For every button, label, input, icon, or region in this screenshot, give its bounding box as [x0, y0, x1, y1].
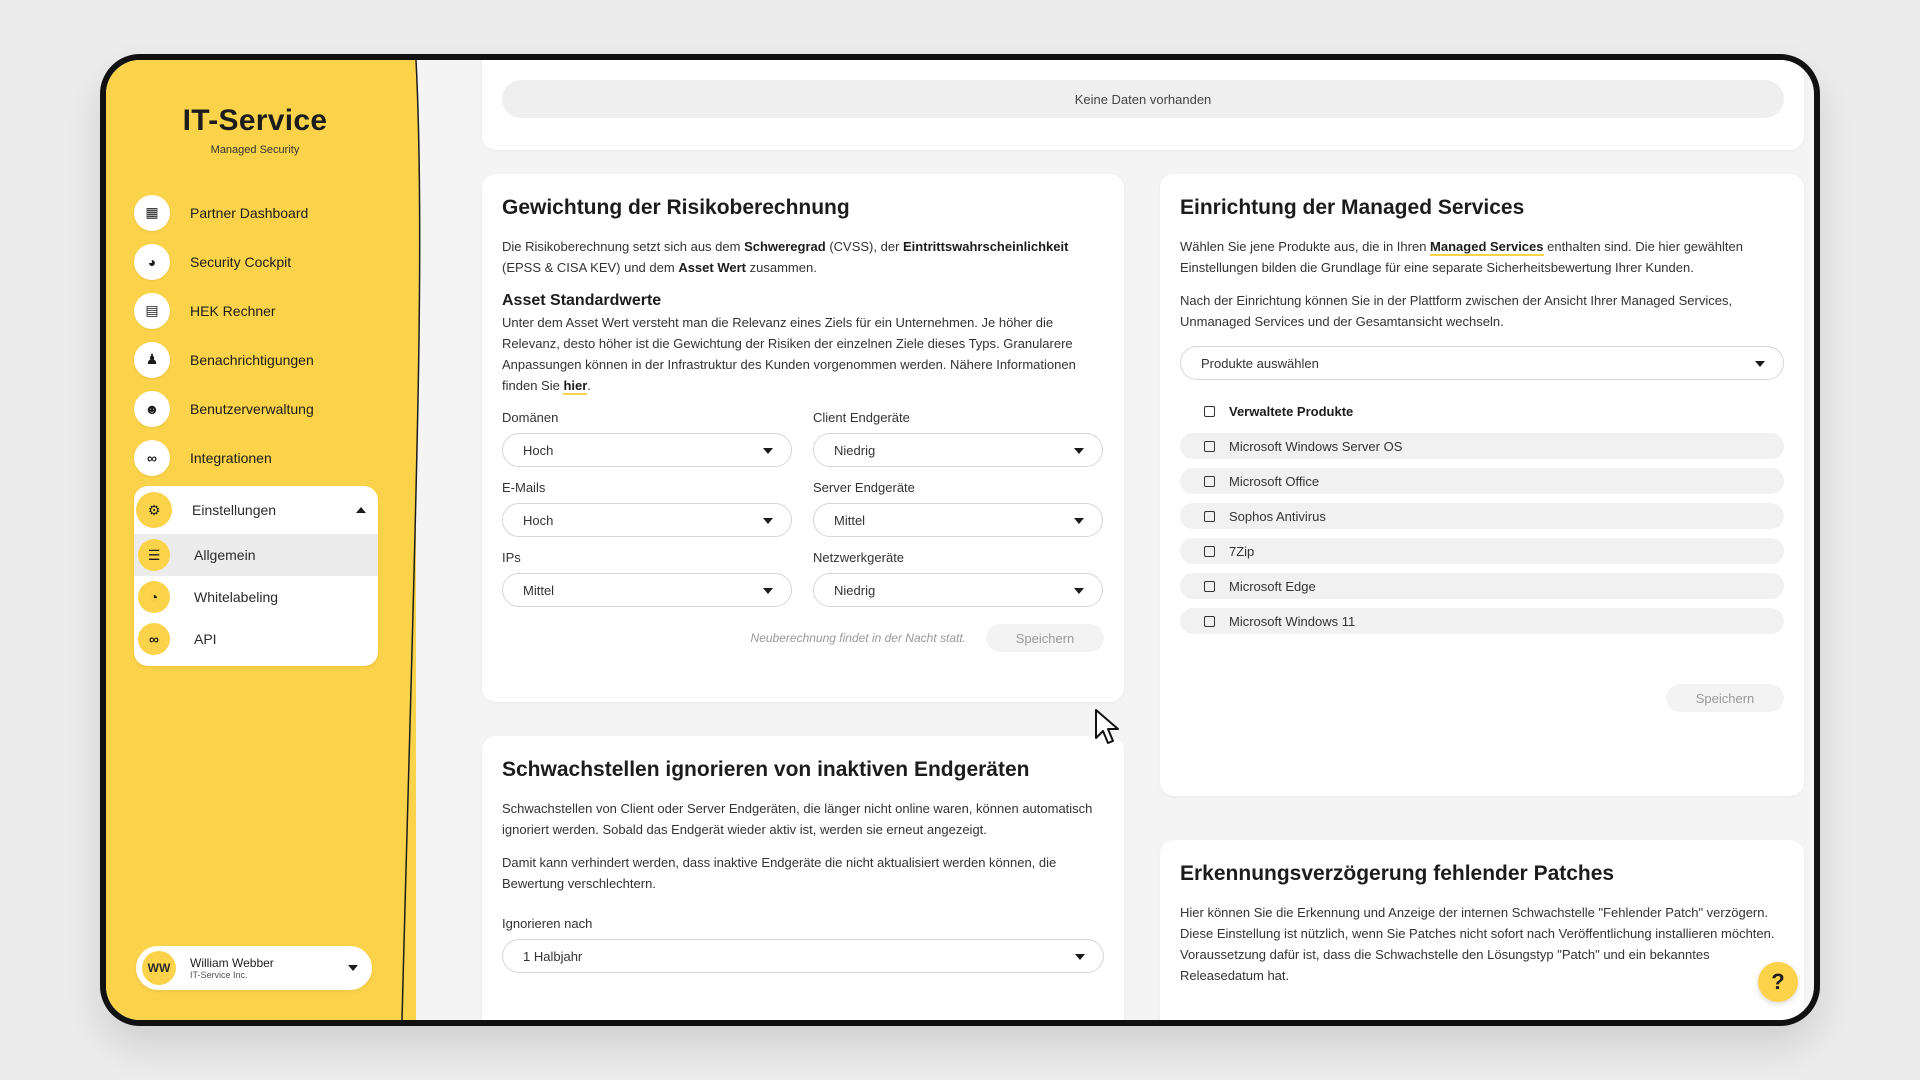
chevron-down-icon: [1755, 361, 1765, 367]
products-header[interactable]: Verwaltete Produkte: [1180, 404, 1784, 419]
dashboard-icon: ▦: [134, 195, 170, 231]
save-row: [1180, 684, 1784, 712]
chevron-down-icon: [1074, 518, 1084, 524]
calculator-icon: ▤: [134, 293, 170, 329]
product-item[interactable]: Microsoft Office: [1180, 468, 1784, 494]
user-org: IT-Service Inc.: [190, 970, 248, 980]
user-menu[interactable]: [136, 946, 372, 990]
chevron-down-icon: [1074, 448, 1084, 454]
chevron-down-icon: [763, 588, 773, 594]
chevron-down-icon: [348, 965, 358, 971]
settings-group: [134, 486, 378, 666]
sidebar-subitem-label: Allgemein: [194, 547, 256, 563]
field-netzwerkgeraete: Netzwerkgeräte Niedrig: [813, 550, 1103, 620]
brand-subtitle: Managed Security: [210, 144, 300, 156]
product-item[interactable]: Sophos Antivirus: [1180, 503, 1784, 529]
emails-select[interactable]: Hoch: [502, 503, 792, 537]
user-name: William Webber: [190, 956, 274, 970]
field-emails: E-Mails Hoch: [502, 480, 792, 550]
managed-services-card: [1160, 174, 1804, 796]
palette-icon: ◔: [138, 581, 170, 613]
managed-description: Wählen Sie jene Produkte aus, die in Ihren Managed Services enthalten sind. Die hier gewählten Einstellungen bilden die Grundlage für eine separate Sicherheitsbewertung Ihrer Kunden.: [1180, 239, 1743, 275]
checkbox[interactable]: [1204, 546, 1215, 557]
info-link[interactable]: hier: [563, 378, 588, 393]
client-endgeraete-select[interactable]: Niedrig: [813, 433, 1103, 467]
chevron-down-icon: [1075, 954, 1085, 960]
sidebar-subitem-whitelabeling[interactable]: [134, 576, 378, 618]
sidebar-item-benutzerverwaltung[interactable]: [134, 384, 384, 433]
field-domaenen: Domänen Hoch: [502, 410, 792, 480]
sidebar-item-label: Security Cockpit: [190, 253, 292, 270]
sidebar-item-label: Partner Dashboard: [190, 204, 309, 221]
field-server-endgeraete: Server Endgeräte Mittel: [813, 480, 1103, 550]
link-icon: ∞: [138, 623, 170, 655]
product-item[interactable]: Microsoft Windows Server OS: [1180, 433, 1784, 459]
card-title: Erkennungsverzögerung fehlender Patches: [1180, 862, 1615, 885]
sidebar-subitem-api[interactable]: [134, 618, 378, 660]
empty-state: Keine Daten vorhanden: [502, 80, 1784, 118]
help-button[interactable]: ?: [1758, 962, 1798, 1002]
field-client-endgeraete: Client Endgeräte Niedrig: [813, 410, 1103, 480]
field-ips: IPs Mittel: [502, 550, 792, 620]
sidebar-item-label: HEK Rechner: [190, 302, 276, 319]
save-row: [502, 624, 1104, 652]
avatar: WW: [142, 951, 176, 985]
patch-description: Hier können Sie die Erkennung und Anzeige der internen Schwachstelle "Fehlender Patch" verzögern. Diese Einstellung ist nützlich, wenn Sie Patches nicht sofort nach Veröffentlichung installieren möchten. Voraussetzung dafür ist, dass die Schwachstelle den Lösungstyp "Patch" und ein bekanntes Releasedatum hat.: [1180, 905, 1775, 983]
sidebar-item-label: Einstellungen: [192, 502, 277, 518]
domaenen-select[interactable]: Hoch: [502, 433, 792, 467]
card-title: Gewichtung der Risikoberechnung: [502, 196, 850, 219]
asset-fields: [502, 410, 1104, 620]
sidebar-item-security-cockpit[interactable]: [134, 237, 384, 286]
user-info: [190, 956, 274, 980]
chevron-down-icon: [1074, 588, 1084, 594]
product-item[interactable]: Microsoft Edge: [1180, 573, 1784, 599]
patch-delay-card: [1160, 840, 1804, 1026]
save-button[interactable]: Speichern: [986, 624, 1104, 652]
top-card: [482, 54, 1804, 150]
link-icon: ∞: [134, 440, 170, 476]
card-title: Schwachstellen ignorieren von inaktiven Endgeräten: [502, 758, 1030, 781]
sidebar-item-label: Integrationen: [190, 449, 272, 466]
checkbox[interactable]: [1204, 406, 1215, 417]
brand: [106, 104, 404, 156]
sidebar-item-einstellungen[interactable]: [134, 486, 378, 534]
products-select[interactable]: Produkte auswählen: [1180, 346, 1784, 380]
inactive-description-2: Damit kann verhindert werden, dass inaktive Endgeräte die nicht aktualisiert werden können, die Bewertung verschlechtern.: [502, 855, 1057, 891]
checkbox[interactable]: [1204, 511, 1215, 522]
ignore-after-select[interactable]: 1 Halbjahr: [502, 939, 1104, 973]
chevron-down-icon: [763, 448, 773, 454]
checkbox[interactable]: [1204, 616, 1215, 627]
mouse-cursor-icon: [1094, 708, 1122, 748]
checkbox[interactable]: [1204, 581, 1215, 592]
asset-description: Unter dem Asset Wert versteht man die Relevanz eines Ziels für ein Unternehmen. Je höher die Relevanz, desto höher ist die Gewichtung der Risiken der einzelnen Ziele dieses Typs. Granularere Anpassungen können in der Infrastruktur des Kunden vorgenommen werden. Nähere Informationen finden Sie hier.: [502, 315, 1076, 393]
inactive-endpoints-card: [482, 736, 1124, 1026]
ignore-after-label: Ignorieren nach: [502, 916, 593, 931]
sidebar-subitem-allgemein[interactable]: [134, 534, 378, 576]
risk-description: Die Risikoberechnung setzt sich aus dem Schweregrad (CVSS), der Eintrittswahrscheinlichkeit (EPSS & CISA KEV) und dem Asset Wert zusammen.: [502, 239, 1069, 275]
server-endgeraete-select[interactable]: Mittel: [813, 503, 1103, 537]
products-list: [1180, 433, 1784, 634]
recalc-note: Neuberechnung findet in der Nacht statt.: [750, 631, 966, 645]
sidebar: [106, 60, 416, 1020]
chevron-up-icon: [356, 507, 366, 513]
checkbox[interactable]: [1204, 476, 1215, 487]
chevron-down-icon: [763, 518, 773, 524]
sidebar-item-hek-rechner[interactable]: [134, 286, 384, 335]
netzwerkgeraete-select[interactable]: Niedrig: [813, 573, 1103, 607]
sidebar-curve: [396, 60, 436, 1020]
bell-icon: ♟: [134, 342, 170, 378]
sidebar-item-integrationen[interactable]: [134, 433, 384, 482]
sidebar-item-partner-dashboard[interactable]: [134, 188, 384, 237]
app-window: [100, 54, 1820, 1026]
sidebar-subitem-label: API: [194, 631, 217, 647]
managed-description-2: Nach der Einrichtung können Sie in der Plattform zwischen der Ansicht Ihrer Managed Services, Unmanaged Services und der Gesamtansicht wechseln.: [1180, 293, 1733, 329]
card-title: Einrichtung der Managed Services: [1180, 196, 1525, 219]
ips-select[interactable]: Mittel: [502, 573, 792, 607]
pie-chart-icon: ◕: [134, 244, 170, 280]
checkbox[interactable]: [1204, 441, 1215, 452]
sidebar-item-benachrichtigungen[interactable]: [134, 335, 384, 384]
sidebar-nav: [134, 188, 384, 666]
main-content: [436, 60, 1814, 1020]
managed-services-link[interactable]: Managed Services: [1430, 239, 1544, 254]
product-item[interactable]: Microsoft Windows 11: [1180, 608, 1784, 634]
sliders-icon: ☰: [138, 539, 170, 571]
gears-icon: ⚙: [136, 492, 172, 528]
brand-title: IT-Service: [182, 104, 328, 137]
section-subheading: Asset Standardwerte: [502, 292, 662, 309]
save-button[interactable]: Speichern: [1666, 684, 1784, 712]
inactive-description: Schwachstellen von Client oder Server Endgeräten, die länger nicht online waren, können automatisch ignoriert werden. Sobald das Endgerät wieder aktiv ist, werden sie erneut angezeigt.: [502, 801, 1093, 837]
users-icon: ☻: [134, 391, 170, 427]
risk-weighting-card: [482, 174, 1124, 702]
sidebar-item-label: Benutzerverwaltung: [190, 400, 314, 417]
sidebar-item-label: Benachrichtigungen: [190, 351, 314, 368]
product-item[interactable]: 7Zip: [1180, 538, 1784, 564]
sidebar-subitem-label: Whitelabeling: [194, 589, 279, 605]
